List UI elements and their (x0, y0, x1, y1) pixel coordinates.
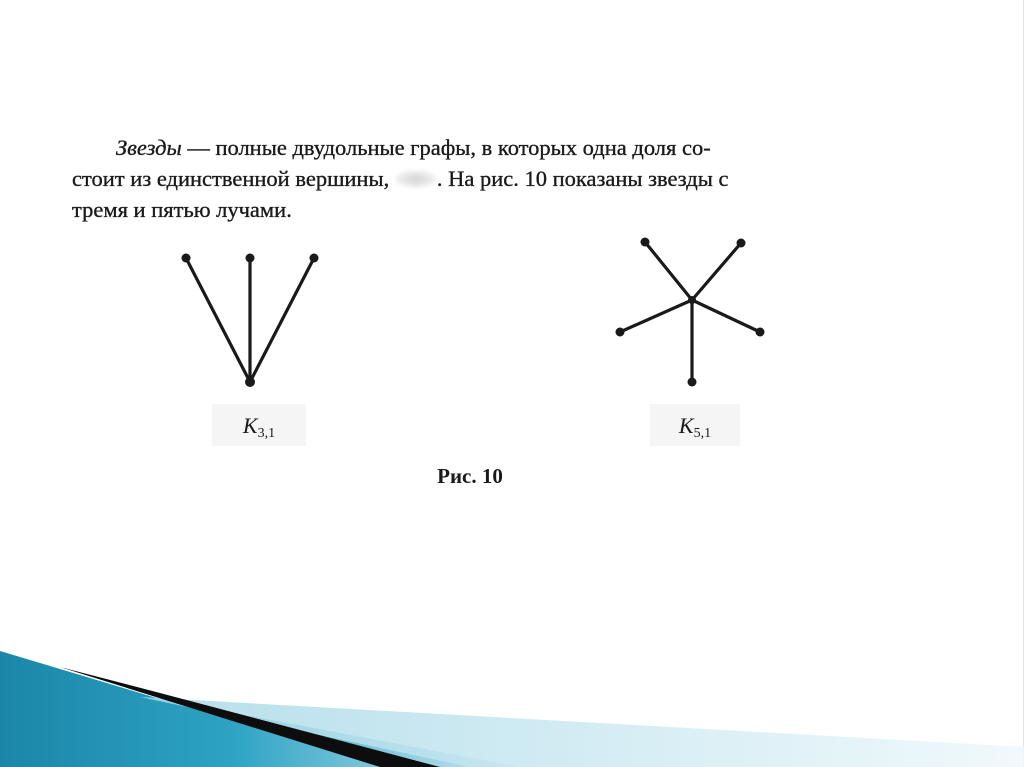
k51-vertex-center (688, 296, 696, 304)
k51-edge-top-left (645, 242, 692, 300)
paragraph-line-2-end: . На рис. 10 показаны звезды с (436, 166, 729, 191)
k51-vertex-bottom (688, 378, 697, 387)
k51-vertex-left (616, 328, 625, 337)
label-k51 (650, 404, 740, 446)
k31-vertex-center (245, 377, 255, 387)
label-k31-subscript: 3,1 (257, 426, 276, 441)
k51-vertex-right (756, 328, 765, 337)
k51-edge-left (620, 300, 692, 332)
figure-caption: Рис. 10 (437, 464, 503, 488)
k31-edge-left (186, 258, 250, 382)
k31-edge-right (250, 258, 314, 382)
k31-vertex-left (182, 254, 191, 263)
k51-vertex-top-right (737, 239, 746, 248)
star-graph-k51 (616, 238, 765, 387)
k31-vertex-middle (246, 254, 255, 263)
k31-vertex-right (310, 254, 319, 263)
label-k31 (212, 404, 306, 446)
paragraph-line-3: тремя и пятью лучами. (72, 197, 292, 222)
paragraph-line-2-start: стоит из единственной вершины, (72, 166, 395, 191)
label-k31-letter: K (242, 413, 258, 438)
k51-edge-right (692, 300, 760, 332)
slide-decoration (0, 637, 1024, 767)
k51-edge-top-right (692, 243, 741, 300)
term-stars: Звезды (116, 135, 182, 160)
paragraph-line-1-rest: — полные двудольные графы, в которых одна доля со- (181, 135, 711, 160)
star-graph-k31 (182, 254, 319, 388)
label-k51-subscript: 5,1 (693, 426, 712, 441)
k51-vertex-top-left (641, 238, 650, 247)
label-k51-letter: K (678, 413, 694, 438)
